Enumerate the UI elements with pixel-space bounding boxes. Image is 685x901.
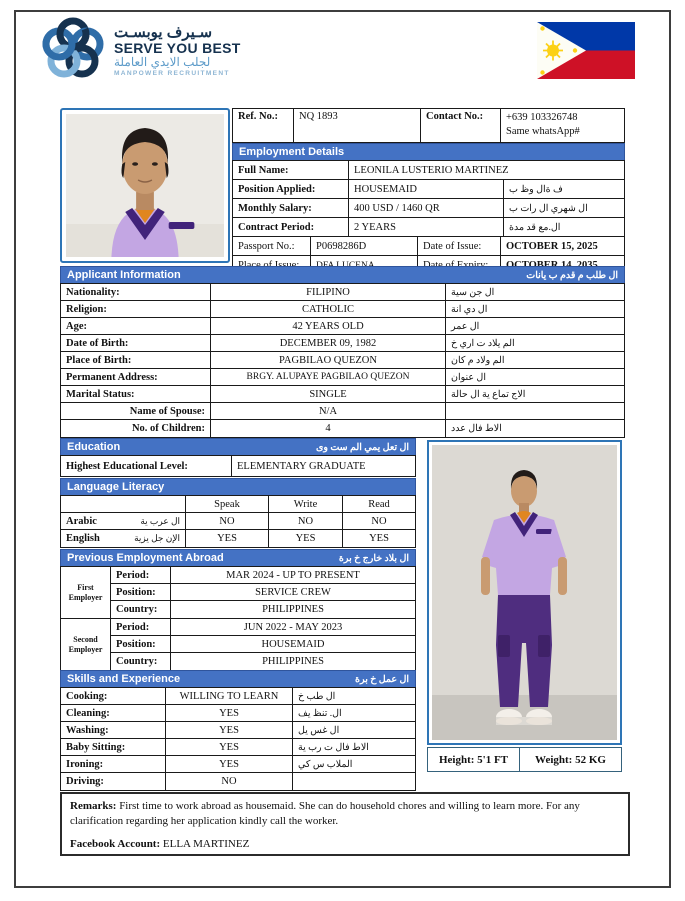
- skills-title-arabic: ال عمل خ برة: [354, 674, 409, 685]
- full-name-label: Full Name:: [233, 161, 349, 179]
- marital-status-value: SINGLE: [211, 386, 446, 402]
- driving-value: NO: [166, 773, 293, 790]
- cleaning-value: YES: [166, 705, 293, 721]
- marital-status-arabic: الاج تماع ية ال حالة: [451, 389, 526, 400]
- ironing-label: Ironing:: [61, 756, 166, 772]
- logo-english-tagline: MANPOWER RECRUITMENT: [114, 70, 230, 78]
- english-write-value: YES: [269, 530, 343, 547]
- english-read-value: YES: [369, 533, 389, 544]
- highest-educational-level-value: ELEMENTARY GRADUATE: [237, 460, 366, 472]
- driving-arabic: [293, 773, 415, 790]
- education-title: Education: [67, 441, 121, 453]
- previous-employment-title-arabic: ال بلاد خارج خ برة: [338, 553, 409, 564]
- english-language-row-label: [61, 530, 186, 547]
- position-applied-label: Position Applied:: [233, 180, 349, 198]
- baby-sitting-value: YES: [166, 739, 293, 755]
- religion-label: Religion:: [61, 301, 211, 317]
- name-of-spouse-label: Name of Spouse:: [61, 403, 211, 419]
- second-employer-label: Second Employer: [61, 619, 111, 670]
- facebook-account-value: ELLA MARTINEZ: [162, 837, 250, 850]
- education-title-arabic: ال تعل يمي الم ست وى: [315, 442, 409, 453]
- employment-details-header: [232, 143, 625, 160]
- passport-no-value: P0698286D: [311, 237, 418, 255]
- monthly-salary-value: 400 USD / 1460 QR: [349, 199, 504, 217]
- washing-value: YES: [166, 722, 293, 738]
- age-arabic: ال عمر: [451, 321, 480, 332]
- contact-number: +639 103326748: [506, 112, 578, 123]
- applicant-information-section: [60, 266, 625, 438]
- second-period-value: JUN 2022 - MAY 2023: [243, 621, 343, 633]
- education-header: [60, 438, 416, 455]
- permanent-address-label: Permanent Address:: [61, 369, 211, 385]
- previous-employment-header: [60, 549, 416, 566]
- baby-sitting-label: Baby Sitting:: [61, 739, 166, 755]
- first-country-value: PHILIPPINES: [262, 604, 324, 615]
- employment-details-section: [232, 143, 625, 276]
- contact-no-value: [501, 109, 624, 142]
- name-of-spouse-arabic: [446, 403, 624, 419]
- applicant-fullbody-photo: [427, 440, 622, 745]
- driving-label: Driving:: [61, 773, 166, 790]
- age-value: 42 YEARS OLD: [211, 318, 446, 334]
- cooking-label: Cooking:: [61, 688, 166, 704]
- name-of-spouse-value: N/A: [211, 403, 446, 419]
- place-of-birth-value: PAGBILAO QUEZON: [211, 352, 446, 368]
- second-country-value: PHILIPPINES: [262, 656, 324, 667]
- cleaning-arabic: ال. تنظ يف: [298, 708, 342, 719]
- height-weight-row: [427, 747, 622, 772]
- read-column-header: Read: [368, 498, 390, 510]
- marital-status-label: Marital Status:: [61, 386, 211, 402]
- permanent-address-arabic: ال عنوان: [451, 372, 486, 383]
- skills-title: Skills and Experience: [67, 673, 181, 685]
- nationality-arabic: ال جن سية: [451, 287, 495, 298]
- position-applied-value: HOUSEMAID: [349, 180, 504, 198]
- cleaning-label: Cleaning:: [61, 705, 166, 721]
- second-country-label: Country:: [111, 653, 171, 670]
- arabic-language-name: Arabic: [66, 515, 97, 527]
- language-literacy-title: Language Literacy: [67, 481, 165, 493]
- washing-arabic: ال غس يل: [298, 725, 340, 736]
- ref-no-label: Ref. No.:: [233, 109, 294, 142]
- date-of-issue-value: OCTOBER 15, 2025: [506, 240, 598, 252]
- logo-arabic-tagline: لجلب الايدي العاملة: [114, 55, 211, 70]
- height-value: Height: 5'1 FT: [428, 748, 520, 771]
- washing-label: Washing:: [61, 722, 166, 738]
- contact-no-label: Contact No.:: [421, 109, 501, 142]
- write-column-header: Write: [269, 496, 343, 512]
- arabic-language-row-label: [61, 513, 186, 529]
- highest-educational-level-label: Highest Educational Level:: [61, 456, 232, 476]
- full-name-value: LEONILA LUSTERIO MARTINEZ: [354, 164, 509, 176]
- skills-section: [60, 670, 416, 791]
- previous-employment-section: [60, 549, 416, 671]
- cooking-arabic: ال طب خ: [298, 691, 336, 702]
- philippines-flag: [537, 22, 635, 84]
- contact-whatsapp-note: Same whatsApp#: [506, 126, 580, 138]
- second-period-label: Period:: [111, 619, 171, 635]
- contract-period-arabic: ال.مع قد مدة: [509, 222, 561, 233]
- no-of-children-label: No. of Children:: [61, 420, 211, 437]
- monthly-salary-arabic: ال شهري ال رات ب: [509, 203, 588, 214]
- monthly-salary-label: Monthly Salary:: [233, 199, 349, 217]
- education-section: [60, 438, 416, 477]
- passport-no-label: Passport No.:: [233, 237, 311, 255]
- applicant-information-header: [60, 266, 625, 283]
- contract-period-label: Contract Period:: [233, 218, 349, 236]
- knot-logo-icon: [40, 16, 106, 87]
- facebook-account-label: Facebook Account:: [70, 837, 161, 850]
- ref-no-value: NQ 1893: [294, 109, 421, 142]
- applicant-information-title: Applicant Information: [67, 269, 181, 281]
- arabic-write-value: NO: [269, 513, 343, 529]
- date-of-birth-arabic: الم يلاد ت اري خ: [451, 338, 515, 349]
- first-period-value: MAR 2024 - UP TO PRESENT: [226, 569, 360, 581]
- agency-logo: [40, 16, 241, 87]
- religion-value: CATHOLIC: [211, 301, 446, 317]
- remarks-text: First time to work abroad as housemaid. She can do household chores and willing to learn more. For any clarification regarding her application kindly call the worker.: [70, 800, 580, 827]
- religion-arabic: ال دي انة: [451, 304, 488, 315]
- age-label: Age:: [61, 318, 211, 334]
- date-of-birth-value: DECEMBER 09, 1982: [211, 335, 446, 351]
- english-language-name: English: [66, 533, 100, 544]
- first-period-label: Period:: [111, 567, 171, 583]
- nationality-value: FILIPINO: [211, 284, 446, 300]
- date-of-issue-label: Date of Issue:: [418, 237, 501, 255]
- first-position-label: Position:: [111, 584, 171, 600]
- second-position-label: Position:: [111, 636, 171, 652]
- nationality-label: Nationality:: [61, 284, 211, 300]
- english-speak-value: YES: [186, 530, 269, 547]
- first-employer-label: First Employer: [61, 567, 111, 618]
- date-of-birth-label: Date of Birth:: [61, 335, 211, 351]
- language-column-blank: [61, 496, 186, 512]
- contract-period-value: 2 YEARS: [349, 218, 504, 236]
- first-position-value: SERVICE CREW: [255, 586, 331, 598]
- language-literacy-section: [60, 478, 416, 548]
- employment-details-title: Employment Details: [239, 146, 345, 158]
- language-literacy-header: [60, 478, 416, 495]
- no-of-children-arabic: الاط فال عدد: [451, 424, 502, 434]
- applicant-portrait-photo: [60, 108, 230, 263]
- position-applied-arabic: ف ةال وظ ب: [509, 184, 563, 195]
- logo-english-name: SERVE YOU BEST: [114, 39, 241, 56]
- arabic-speak-value: NO: [186, 513, 269, 529]
- logo-arabic-name: سـيرف يوبسـت: [114, 24, 213, 42]
- first-country-label: Country:: [111, 601, 171, 618]
- ironing-arabic: الملاب س كي: [298, 759, 353, 770]
- baby-sitting-arabic: الاط فال ت رب ية: [298, 742, 369, 753]
- english-language-arabic: الإن جل يزية: [134, 533, 180, 543]
- place-of-birth-arabic: الم ولاد م كان: [451, 355, 505, 366]
- arabic-read-value: NO: [371, 515, 387, 527]
- applicant-information-title-arabic: ال طلب م قدم ب يانات: [526, 270, 618, 281]
- cooking-value: WILLING TO LEARN: [166, 688, 293, 704]
- remarks-box: [60, 792, 630, 856]
- place-of-birth-label: Place of Birth:: [61, 352, 211, 368]
- arabic-language-arabic: ال عرب ية: [140, 515, 180, 526]
- second-position-value: HOUSEMAID: [261, 638, 325, 650]
- weight-value: Weight: 52 KG: [535, 753, 606, 766]
- ironing-value: YES: [166, 756, 293, 772]
- previous-employment-title: Previous Employment Abroad: [67, 552, 224, 564]
- skills-header: [60, 670, 416, 687]
- permanent-address-value: BRGY. ALUPAYE PAGBILAO QUEZON: [211, 369, 446, 385]
- reference-contact-table: [232, 108, 625, 143]
- remarks-label: Remarks:: [70, 800, 117, 812]
- no-of-children-value: 4: [211, 420, 446, 437]
- speak-column-header: Speak: [186, 496, 269, 512]
